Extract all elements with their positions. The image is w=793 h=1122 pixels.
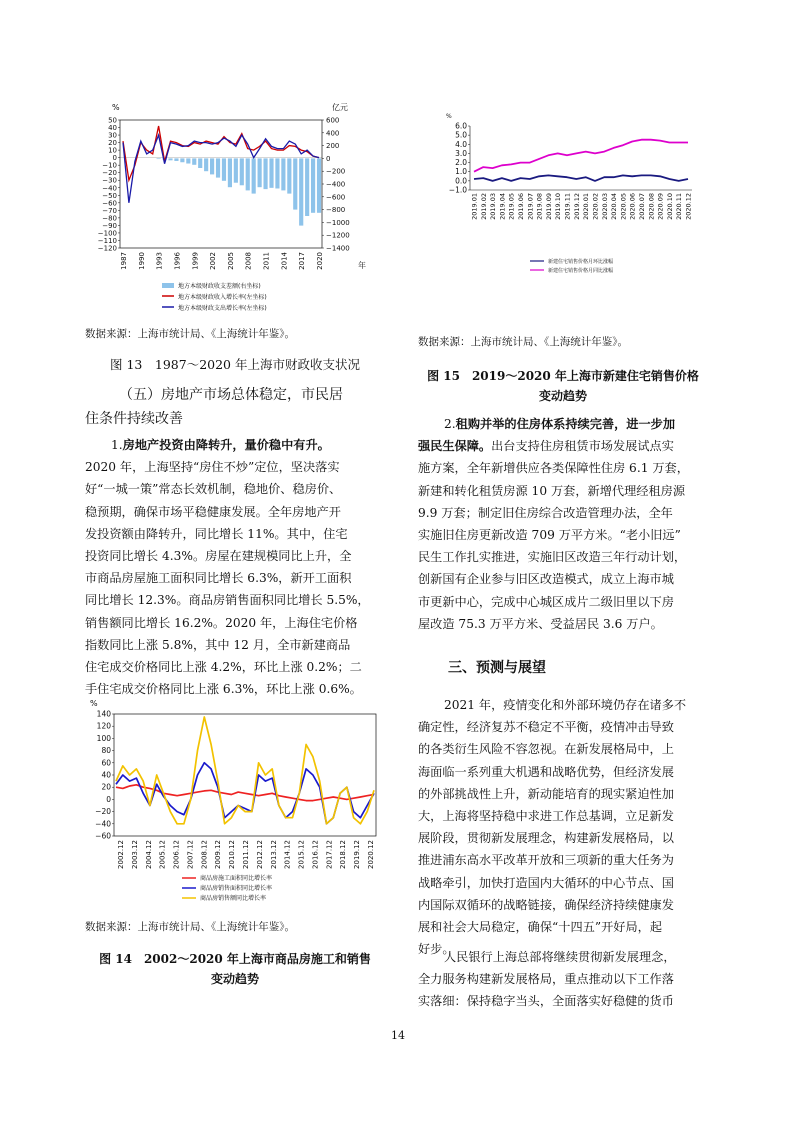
c13-bar [252,158,256,193]
c13-right-tick-label: 200 [326,142,340,151]
text-line: 手住宅成交价格同比上涨 6.3%，环比上涨 0.6%。 [85,682,362,697]
section5-heading-line2: 住条件持续改善 [85,411,183,427]
text-line: 大，上海将坚持稳中求进工作总基调，立足新发 [418,809,674,824]
c13-bar [180,158,184,162]
c13-bar [240,158,244,185]
left-paragraph [85,434,380,700]
c14-x-tick-label: 2004.12 [144,840,153,869]
c14-x-tick-label: 2016.12 [311,840,320,869]
text-line: 市商品房屋施工面积同比增长 6.3%，新开工面积 [85,571,352,586]
left-para-lead-num: 1. [111,438,123,452]
c13-legend-revenue: 地方本级财政收入增长率(左坐标) [178,294,267,301]
text-line: 市更新中心，完成中心城区成片二级旧里以下房 [418,594,674,609]
c13-x-tick-label: 1993 [155,252,164,270]
c14-y-tick-label: 40 [101,770,111,780]
c15-line-yoy [474,140,688,172]
c14-y-tick-label: 20 [101,782,111,792]
text-line: 实施旧住房更新改造 709 万平方米。“老小旧远” [418,528,681,543]
text-line: 海面临一系列重大机遇和战略优势，但经济发展 [418,764,674,779]
c13-legend [162,282,267,312]
c15-x-tick-label: 2019.02 [479,193,488,220]
c13-bar [287,158,291,193]
c13-left-tick-label: −110 [97,236,117,245]
c14-x-tick-label: 2012.12 [255,840,264,869]
c13-xlabel: 年 [358,261,366,270]
c15-x-tick-label: 2019.05 [507,193,516,220]
c14-x-tick-label: 2003.12 [130,840,139,869]
text-line: 全力服务构建新发展格局，重点推动以下工作落 [418,972,674,987]
c15-y-tick-label: 2.0 [455,158,467,168]
chart14-caption-line1: 图 14 2002～2020 年上海市商品房施工和销售 [99,952,371,966]
text-line: 施方案，全年新增供应各类保障性住房 6.1 万套， [418,461,689,476]
text-line: 2020 年，上海坚持“房住不炒”定位，坚决落实 [85,460,340,475]
c13-x-tick-label: 2008 [244,252,253,270]
text-line: 住宅成交价格同比上涨 4.2%，环比上涨 0.2%；二 [85,660,362,675]
c14-legend-sales-value: 商品房销售额同比增长率 [200,895,267,902]
c15-y-tick-label: 4.0 [455,139,467,149]
c14-x-tick-label: 2006.12 [172,840,181,869]
c14-y-tick-label: −60 [95,831,111,841]
text-line: 确定性，经济复苏不稳定不平衡，疫情冲击导致 [418,720,674,735]
c13-bar [198,158,202,168]
c13-left-tick-label: 10 [108,146,117,155]
c14-x-tick-label: 2009.12 [214,840,223,869]
page-number: 14 [391,1029,405,1042]
c13-left-tick-label: −60 [102,199,117,208]
c13-right-tick-label: 0 [326,154,331,163]
right-para1-lead-bold2: 强民生保障。 [418,439,492,454]
c13-x-tick-label: 2020 [316,252,325,270]
c13-x-tick-label: 2002 [209,252,218,270]
section3-heading: 三、预测与展望 [448,660,546,676]
c13-right-tick-label: −1400 [326,244,350,253]
text-line: 投资同比增长 4.3%。房屋在建规模同比上升，全 [85,549,352,564]
c14-x-tick-label: 2010.12 [228,840,237,869]
c15-x-tick-label: 2020.10 [665,192,674,220]
text-line: 发投资额由降转升，同比增长 11%。其中，住宅 [85,526,348,541]
c13-left-tick-label: −40 [102,184,117,193]
c13-bar [317,158,321,212]
c15-x-tick-label: 2019.01 [470,193,479,220]
c15-y-tick-label: 0.0 [455,176,467,186]
c13-bar [281,158,285,190]
c15-x-tick-label: 2019.12 [572,193,581,220]
c13-bar [246,158,250,190]
c15-x-tick-label: 2019.07 [526,193,535,220]
c13-bar [186,158,190,163]
c14-x-tick-label: 2013.12 [269,840,278,869]
chart13-source: 数据来源：上海市统计局、《上海统计年鉴》。 [85,328,295,340]
c13-right-tick-label: 400 [326,129,340,138]
c15-line-mom [474,175,688,181]
c15-x-tick-label: 2019.03 [489,193,498,220]
c13-bar [234,158,238,182]
c14-y-tick-label: 0 [106,794,111,804]
c13-x-tick-label: 2017 [298,252,307,270]
section5-heading [85,383,385,431]
c13-right-tick-label: −1200 [326,231,350,240]
text-line: 指数同比上涨 5.8%，其中 12 月，全市新建商品 [85,637,351,652]
c13-x-tick-label: 2005 [226,252,235,270]
c13-frame [120,120,322,248]
c15-x-tick-label: 2020.09 [656,193,665,220]
c15-x-tick-label: 2019.11 [563,193,572,220]
c13-right-tick-label: −400 [326,180,346,189]
c14-x-tick-label: 2015.12 [297,840,306,869]
text-line: 同比增长 12.3%。商品房销售面积同比增长 5.5%， [85,593,370,608]
c13-right-unit: 亿元 [332,103,348,112]
c13-bar [305,158,309,216]
c15-y-tick-label: 6.0 [455,121,467,131]
c13-x-tick-label: 2014 [280,252,289,270]
c13-bar [222,158,226,180]
c15-x-tick-label: 2020.03 [600,193,609,220]
c13-left-tick-label: −70 [102,206,117,215]
c14-frame [114,714,376,836]
c14-x-tick-label: 2008.12 [200,840,209,869]
text-line: 民生工作扎实推进，实施旧区改造三年行动计划， [418,550,687,565]
c15-x-tick-label: 2020.01 [582,193,591,220]
c14-x-tick-label: 2011.12 [242,840,250,869]
c13-left-tick-label: 40 [108,124,117,133]
c13-x-tick-label: 1987 [119,252,128,270]
c13-bar [157,158,161,159]
left-para-lead-bold: 房地产投资由降转升，量价稳中有升。 [122,438,330,452]
c14-y-tick-label: 80 [101,746,111,756]
text-line: 展和社会大局稳定，确保“十四五”开好局，起 [418,920,663,935]
c14-y-tick-label: 60 [101,758,111,768]
c13-left-tick-label: 50 [108,116,117,125]
c14-unit: % [90,699,98,708]
c15-legend-mom: 新建住宅销售价格月环比涨幅 [548,259,614,265]
c13-legend-expenditure: 地方本级财政支出增长率(左坐标) [178,305,267,312]
chart14-source: 数据来源：上海市统计局、《上海统计年鉴》。 [85,921,295,933]
chart15-caption-line2: 变动趋势 [538,389,587,403]
right-para1-lead-num: 2. [444,417,456,431]
c13-bar [216,158,220,177]
text-line: 展阶段，贯彻新发展理念，构建新发展格局，以 [418,831,674,846]
c13-bar [210,158,214,174]
section5-heading-line1: （五）房地产市场总体稳定，市民居 [119,387,343,403]
c15-unit: % [446,113,452,120]
c13-left-tick-label: −90 [102,221,117,230]
c14-x-tick-label: 2020.12 [367,840,375,869]
c15-legend [530,258,613,274]
c13-bar [311,158,315,212]
c15-x-tick-label: 2020.02 [591,193,600,220]
c15-y-tick-label: 1.0 [455,167,467,177]
c15-x-tick-label: 2019.09 [544,193,553,220]
c14-x-tick-label: 2005.12 [158,840,167,869]
c13-x-tick-label: 1996 [173,252,182,270]
c13-right-tick-label: −600 [326,193,346,202]
right-paragraph-3 [418,946,713,1013]
c13-bar [293,158,297,209]
c15-y-tick-label: −1.0 [448,185,467,195]
c15-x-tick-label: 2019.10 [554,193,563,220]
c13-left-tick-label: 20 [108,139,117,148]
c13-bar [258,158,262,187]
c13-left-tick-label: −50 [102,191,117,200]
c13-bar [269,158,273,187]
c13-left-tick-label: 0 [112,154,117,163]
c15-x-tick-label: 2019.08 [535,193,544,220]
c14-y-tick-label: −40 [95,819,111,829]
c15-x-tick-label: 2020.04 [610,193,619,220]
right-para1-lead-bold: 租购并举的住房体系持续完善，进一步加 [455,417,676,431]
right-paragraph-2 [418,694,713,960]
chart-fiscal-revenue-expenditure [90,100,380,312]
c13-left-tick-label: 30 [108,131,117,140]
c13-bar [299,158,303,225]
chart14-caption [85,949,385,989]
text-line: 好步。 [418,942,455,957]
c14-legend-sales-area: 商品房销售面积同比增长率 [200,885,273,892]
c15-x-tick-label: 2019.06 [517,193,526,220]
text-line: 2021 年，疫情变化和外部环境仍存在诸多不 [444,698,687,712]
c15-x-tick-label: 2020.08 [647,193,656,220]
text-line: 屋改造 75.3 万平方米、受益居民 3.6 万户。 [418,616,663,631]
chart15-caption-line1: 图 15 2019～2020 年上海市新建住宅销售价格 [427,369,699,383]
c14-y-tick-label: 120 [96,721,111,731]
c14-x-tick-label: 2007.12 [186,840,195,869]
chart13-caption: 图 13 1987～2020 年上海市财政收支状况 [110,357,360,372]
right-paragraph-1 [418,413,713,635]
text-line: 人民银行上海总部将继续贯彻新发展理念， [444,950,676,964]
c14-legend [182,874,272,902]
c13-bar [275,158,279,188]
c13-left-tick-label: −100 [97,229,117,238]
text-line: 销售额同比增长 16.2%。2020 年，上海住宅价格 [85,615,358,630]
c13-left-tick-label: −30 [102,176,117,185]
c13-right-tick-label: −1000 [326,218,350,227]
c13-legend-bar: 地方本级财政收支差额(右坐标) [178,283,261,290]
text-line: 内国际双循环的战略链接，确保经济持续健康发 [418,897,674,912]
c14-x-tick-label: 2002.12 [117,840,125,869]
c13-bar [204,158,208,171]
chart-housing-construction-sales [84,696,384,906]
c15-y-tick-label: 3.0 [455,148,467,158]
c14-x-tick-label: 2019.12 [353,840,362,869]
c15-x-tick-label: 2020.06 [628,193,637,220]
text-line: 稳预期，确保市场平稳健康发展。全年房地产开 [85,504,341,519]
text-line: 推进浦东高水平改革开放和三项新的重大任务为 [418,853,674,868]
c13-x-tick-label: 1990 [137,252,146,270]
c15-x-tick-label: 2019.04 [498,193,507,220]
chart15-caption [413,366,713,406]
text-line: 好“一城一策”常态长效机制，稳地价、稳房价、 [85,482,342,497]
text-line: 战略牵引，加快打造国内大循环的中心节点、国 [418,875,674,890]
c15-x-tick-label: 2020.07 [637,193,646,220]
text-line: 新建和转化租赁房源 10 万套，新增代理经租房源 [418,483,686,498]
right-para1-line2-rest: 出台支持住房租赁市场发展试点实 [491,439,674,454]
text-line: 9.9 万套；制定旧住房综合改造管理办法，全年 [418,505,673,520]
c13-bar [168,158,172,160]
c14-y-tick-label: −20 [95,807,111,817]
c14-x-tick-label: 2017.12 [325,840,334,869]
c13-right-tick-label: −800 [326,206,346,215]
text-line: 实落细：保持稳字当头，全面落实好稳健的货币 [418,994,674,1009]
c13-x-tick-label: 2011 [262,252,271,270]
c13-left-unit: % [112,103,120,112]
c13-bar [263,158,267,189]
c13-left-tick-label: −80 [102,214,117,223]
c14-legend-construction: 商品房施工面积同比增长率 [200,875,273,882]
c15-y-tick-label: 5.0 [455,130,467,140]
c15-x-tick-label: 2020.11 [675,193,684,220]
c14-y-tick-label: 100 [96,733,111,743]
chart14-caption-line2: 变动趋势 [210,972,259,986]
text-line: 的各类衍生风险不容忽视。在新发展格局中，上 [418,742,674,757]
c14-y-tick-label: 140 [96,709,111,719]
c13-left-tick-label: −10 [102,161,117,170]
c14-x-tick-label: 2018.12 [339,840,348,869]
chart-new-home-prices [440,110,710,280]
text-line: 的外部挑战性上升，新动能培育的现实紧迫性加 [418,786,674,801]
c13-bar [228,158,232,187]
c13-right-tick-label: 600 [326,116,340,125]
text-line: 创新国有企业参与旧区改造模式，成立上海市城 [418,572,674,587]
c13-left-tick-label: −120 [97,244,117,253]
c14-x-tick-label: 2014.12 [283,840,292,869]
c13-bar [174,158,178,161]
chart15-source: 数据来源：上海市统计局、《上海统计年鉴》。 [418,336,628,348]
c13-bar [192,158,196,164]
c13-x-tick-label: 1999 [191,252,200,270]
c15-x-tick-label: 2020.12 [684,193,693,220]
c15-x-tick-label: 2020.05 [619,193,628,220]
c15-legend-yoy: 新建住宅销售价格月同比涨幅 [548,268,614,274]
c13-left-tick-label: −20 [102,169,117,178]
c13-right-tick-label: −200 [326,167,346,176]
